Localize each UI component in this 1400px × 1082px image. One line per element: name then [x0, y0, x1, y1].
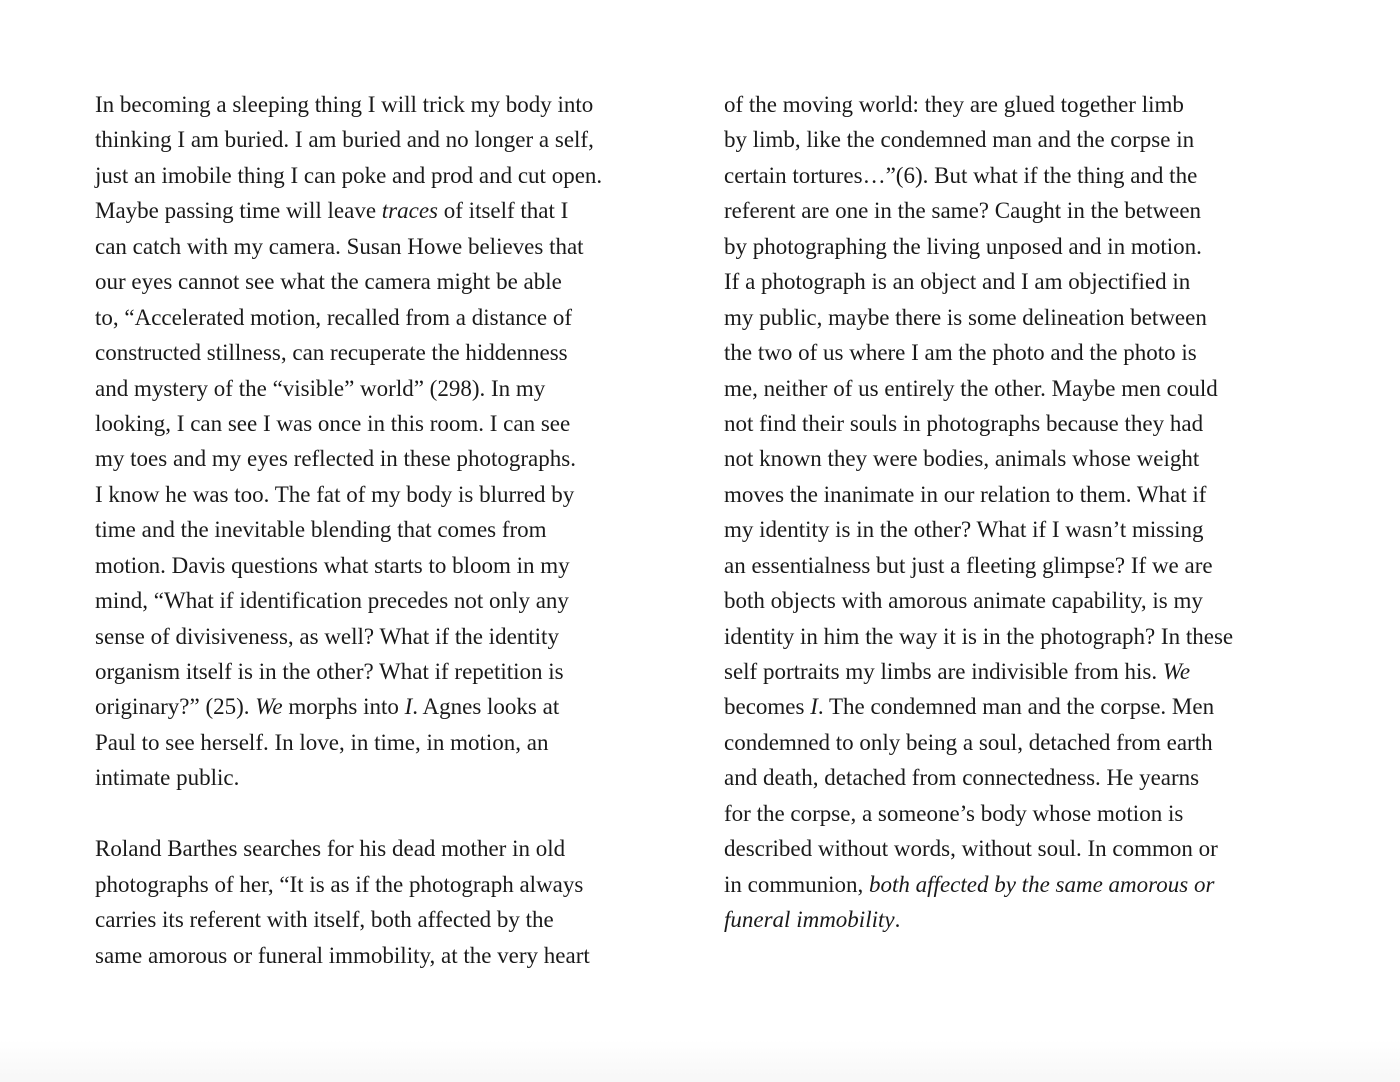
text-span: not known they were bodies, animals whose weight [724, 446, 1200, 472]
text-span: certain tortures…”(6). But what if the thing and the [724, 162, 1198, 188]
text-span: thinking I am buried. I am buried and no longer a self, [95, 127, 594, 153]
paragraph-gap [95, 796, 655, 831]
text-line [724, 689, 1284, 724]
text-span: self portraits my limbs are indivisible from his. [724, 659, 1163, 684]
text-line [724, 371, 1284, 406]
text-line [95, 548, 655, 583]
text-line [95, 689, 655, 724]
text-line [95, 760, 655, 795]
text-span: by photographing the living unposed and in motion. [724, 233, 1202, 259]
text-span: referent are one in the same? Caught in the between [724, 198, 1202, 224]
text-span: moves the inanimate in our relation to them. What if [724, 481, 1207, 507]
text-line [724, 441, 1284, 476]
text-span: Roland Barthes searches for his dead mother in old [95, 836, 566, 862]
italic-text: I [810, 694, 818, 720]
text-line [95, 229, 655, 264]
text-line [95, 583, 655, 618]
text-line [724, 548, 1284, 583]
text-span: can catch with my camera. Susan Howe believes that [95, 233, 584, 259]
text-span: . [894, 907, 901, 933]
text-line [95, 122, 655, 157]
italic-text: traces [381, 198, 439, 224]
text-line [724, 725, 1284, 760]
text-line [95, 938, 655, 973]
text-span: time and the inevitable blending that comes from [95, 517, 547, 543]
left-column [95, 87, 655, 973]
text-line [95, 867, 655, 902]
text-span: Maybe passing time will leave [95, 198, 382, 224]
text-span: the two of us where I am the photo and the photo is [724, 340, 1197, 366]
text-span: organism itself is in the other? What if repetition is [95, 659, 564, 684]
text-span: my identity is in the other? What if I wasn’t missing [724, 517, 1204, 543]
text-line [95, 512, 655, 547]
text-line [724, 796, 1284, 831]
italic-text: We [255, 694, 283, 720]
text-line [95, 158, 655, 193]
text-span: photographs of her, “It is as if the photograph always [95, 871, 584, 897]
text-span: constructed stillness, can recuperate the hiddenness [95, 340, 568, 366]
text-span: mind, “What if identification precedes not only any [95, 588, 569, 614]
text-span: Paul to see herself. In love, in time, in motion, an [95, 729, 549, 755]
text-line [724, 512, 1284, 547]
paragraph-left-2 [95, 831, 655, 973]
italic-text: We [1162, 659, 1191, 684]
text-line [95, 87, 655, 122]
text-span: and mystery of the “visible” world” (298). In my [95, 375, 546, 401]
text-line [724, 122, 1284, 157]
text-span: an essentialness but just a fleeting glimpse? If we are [724, 552, 1213, 578]
text-line [95, 193, 655, 228]
text-span: not find their souls in photographs because they had [724, 410, 1204, 436]
text-span: for the corpse, a someone’s body whose motion is [724, 800, 1184, 826]
italic-text: I [404, 694, 413, 720]
text-span: looking, I can see I was once in this room. I can see [95, 410, 571, 436]
text-line [724, 760, 1284, 795]
text-span: described without words, without soul. In common or [724, 836, 1218, 862]
text-line [724, 300, 1284, 335]
text-line [724, 583, 1284, 618]
text-span: originary?” (25). [95, 694, 256, 720]
text-span: sense of divisiveness, as well? What if the identity [95, 623, 559, 649]
text-line [724, 335, 1284, 370]
text-line [724, 619, 1284, 654]
text-span: me, neither of us entirely the other. Maybe men could [724, 375, 1218, 401]
text-span: morphs into [282, 694, 405, 720]
text-line [724, 867, 1284, 902]
text-line [724, 406, 1284, 441]
text-span: of itself that I [438, 198, 569, 224]
italic-text: funeral immobility [724, 907, 895, 933]
text-line [724, 654, 1284, 689]
text-line [724, 158, 1284, 193]
text-span: In becoming a sleeping thing I will trick my body into [95, 92, 594, 117]
text-span: of the moving world: they are glued together limb [724, 92, 1184, 117]
text-span: identity in him the way it is in the photograph? In these [724, 623, 1234, 649]
paragraph-left-1 [95, 87, 655, 796]
text-span: both objects with amorous animate capability, is my [724, 588, 1203, 614]
text-span: just an imobile thing I can poke and prod and cut open. [95, 162, 603, 188]
text-line [724, 264, 1284, 299]
text-span: condemned to only being a soul, detached from earth [724, 729, 1213, 755]
text-line [724, 477, 1284, 512]
text-line [724, 193, 1284, 228]
text-span: . The condemned man and the corpse. Men [817, 694, 1215, 720]
text-line [95, 300, 655, 335]
text-line [95, 264, 655, 299]
text-span: motion. Davis questions what starts to bloom in my [95, 552, 570, 578]
text-span: I know he was too. The fat of my body is blurred by [95, 481, 575, 507]
text-line [724, 902, 1284, 937]
text-line [95, 406, 655, 441]
text-span: in communion, [724, 871, 870, 897]
text-span: same amorous or funeral immobility, at the very heart [95, 942, 590, 968]
text-line [95, 619, 655, 654]
text-span: and death, detached from connectedness. He yearns [724, 765, 1200, 791]
text-span: my public, maybe there is some delineation between [724, 304, 1207, 330]
right-column [724, 87, 1284, 938]
text-line [724, 87, 1284, 122]
text-line [95, 725, 655, 760]
text-span: to, “Accelerated motion, recalled from a distance of [95, 304, 573, 330]
text-span: intimate public. [95, 765, 240, 791]
paragraph-right-1 [724, 87, 1284, 938]
text-span: my toes and my eyes reflected in these photographs. [95, 446, 576, 472]
text-line [95, 477, 655, 512]
text-span: becomes [724, 694, 811, 720]
text-span: our eyes cannot see what the camera might be able [95, 269, 562, 295]
text-line [95, 902, 655, 937]
text-span: by limb, like the condemned man and the corpse in [724, 127, 1195, 153]
text-line [724, 831, 1284, 866]
italic-text: both affected by the same amorous or [869, 871, 1215, 897]
text-span: If a photograph is an object and I am objectified in [724, 269, 1191, 295]
text-line [724, 229, 1284, 264]
text-line [95, 441, 655, 476]
text-line [95, 654, 655, 689]
text-span: . Agnes looks at [412, 694, 560, 720]
text-line [95, 831, 655, 866]
text-line [95, 335, 655, 370]
text-line [95, 371, 655, 406]
text-span: carries its referent with itself, both affected by the [95, 907, 554, 933]
